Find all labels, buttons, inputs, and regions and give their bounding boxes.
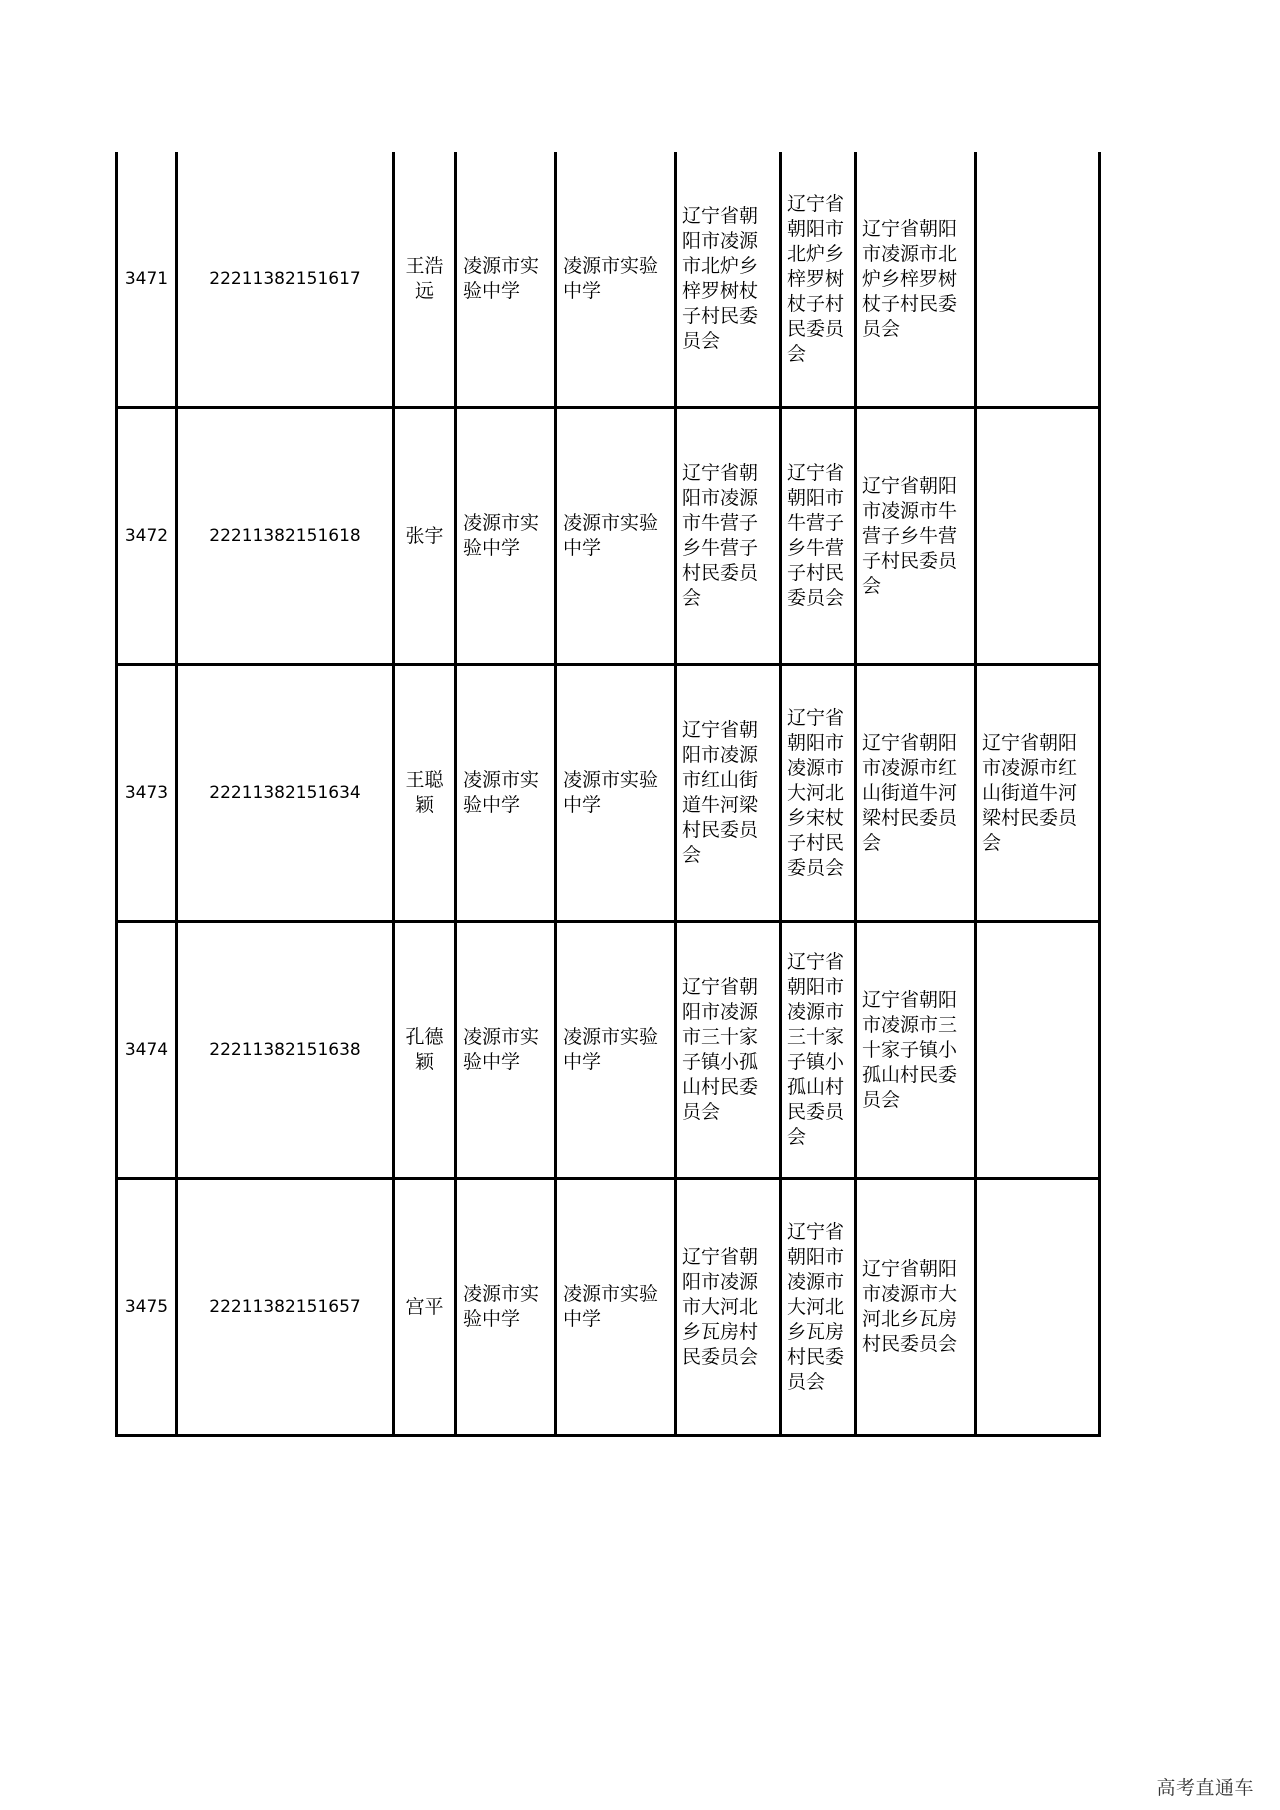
extra-address-cell: 辽宁省朝阳市凌源市红山街道牛河梁村民委员会 — [976, 665, 1100, 922]
name-cell: 王聪颖 — [394, 665, 456, 922]
residence-address-cell: 辽宁省朝阳市凌源市大河北乡瓦房村民委员会 — [781, 1179, 856, 1436]
name-cell: 王浩远 — [394, 152, 456, 408]
table-row — [117, 1179, 1100, 1436]
household-address-cell: 辽宁省朝阳市凌源市大河北乡瓦房村民委员会 — [676, 1179, 781, 1436]
extra-address-cell — [976, 922, 1100, 1179]
school-cell: 凌源市实验中学 — [456, 1179, 556, 1436]
school-cell: 凌源市实验中学 — [456, 408, 556, 665]
school-full-cell: 凌源市实验中学 — [556, 408, 676, 665]
household-address-cell: 辽宁省朝阳市凌源市红山街道牛河梁村民委员会 — [676, 665, 781, 922]
table-row — [117, 408, 1100, 665]
exam-id-cell: 22211382151657 — [177, 1179, 394, 1436]
name-cell: 张宇 — [394, 408, 456, 665]
school-full-cell: 凌源市实验中学 — [556, 665, 676, 922]
school-full-cell: 凌源市实验中学 — [556, 922, 676, 1179]
guardian-address-cell: 辽宁省朝阳市凌源市牛营子乡牛营子村民委员会 — [856, 408, 976, 665]
school-full-cell: 凌源市实验中学 — [556, 152, 676, 408]
guardian-address-cell: 辽宁省朝阳市凌源市北炉乡梓罗树杖子村民委员会 — [856, 152, 976, 408]
guardian-address-cell: 辽宁省朝阳市凌源市红山街道牛河梁村民委员会 — [856, 665, 976, 922]
seq-cell: 3473 — [117, 665, 177, 922]
table-row — [117, 152, 1100, 408]
exam-id-cell: 22211382151638 — [177, 922, 394, 1179]
household-address-cell: 辽宁省朝阳市凌源市牛营子乡牛营子村民委员会 — [676, 408, 781, 665]
exam-id-cell: 22211382151617 — [177, 152, 394, 408]
exam-id-cell: 22211382151634 — [177, 665, 394, 922]
seq-cell: 3471 — [117, 152, 177, 408]
table-row — [117, 665, 1100, 922]
seq-cell: 3474 — [117, 922, 177, 1179]
school-cell: 凌源市实验中学 — [456, 922, 556, 1179]
residence-address-cell: 辽宁省朝阳市牛营子乡牛营子村民委员会 — [781, 408, 856, 665]
exam-id-cell: 22211382151618 — [177, 408, 394, 665]
household-address-cell: 辽宁省朝阳市凌源市北炉乡梓罗树杖子村民委员会 — [676, 152, 781, 408]
guardian-address-cell: 辽宁省朝阳市凌源市大河北乡瓦房村民委员会 — [856, 1179, 976, 1436]
extra-address-cell — [976, 1179, 1100, 1436]
residence-address-cell: 辽宁省朝阳市凌源市三十家子镇小孤山村民委员会 — [781, 922, 856, 1179]
name-cell: 孔德颖 — [394, 922, 456, 1179]
watermark-text: 高考直通车 — [1156, 1777, 1254, 1799]
school-cell: 凌源市实验中学 — [456, 665, 556, 922]
residence-address-cell: 辽宁省朝阳市凌源市大河北乡宋杖子村民委员会 — [781, 665, 856, 922]
seq-cell: 3472 — [117, 408, 177, 665]
residence-address-cell: 辽宁省朝阳市北炉乡梓罗树杖子村民委员会 — [781, 152, 856, 408]
school-cell: 凌源市实验中学 — [456, 152, 556, 408]
household-address-cell: 辽宁省朝阳市凌源市三十家子镇小孤山村民委员会 — [676, 922, 781, 1179]
student-address-table — [115, 152, 1101, 1437]
name-cell: 宫平 — [394, 1179, 456, 1436]
seq-cell: 3475 — [117, 1179, 177, 1436]
extra-address-cell — [976, 408, 1100, 665]
guardian-address-cell: 辽宁省朝阳市凌源市三十家子镇小孤山村民委员会 — [856, 922, 976, 1179]
table-row — [117, 922, 1100, 1179]
extra-address-cell — [976, 152, 1100, 408]
school-full-cell: 凌源市实验中学 — [556, 1179, 676, 1436]
